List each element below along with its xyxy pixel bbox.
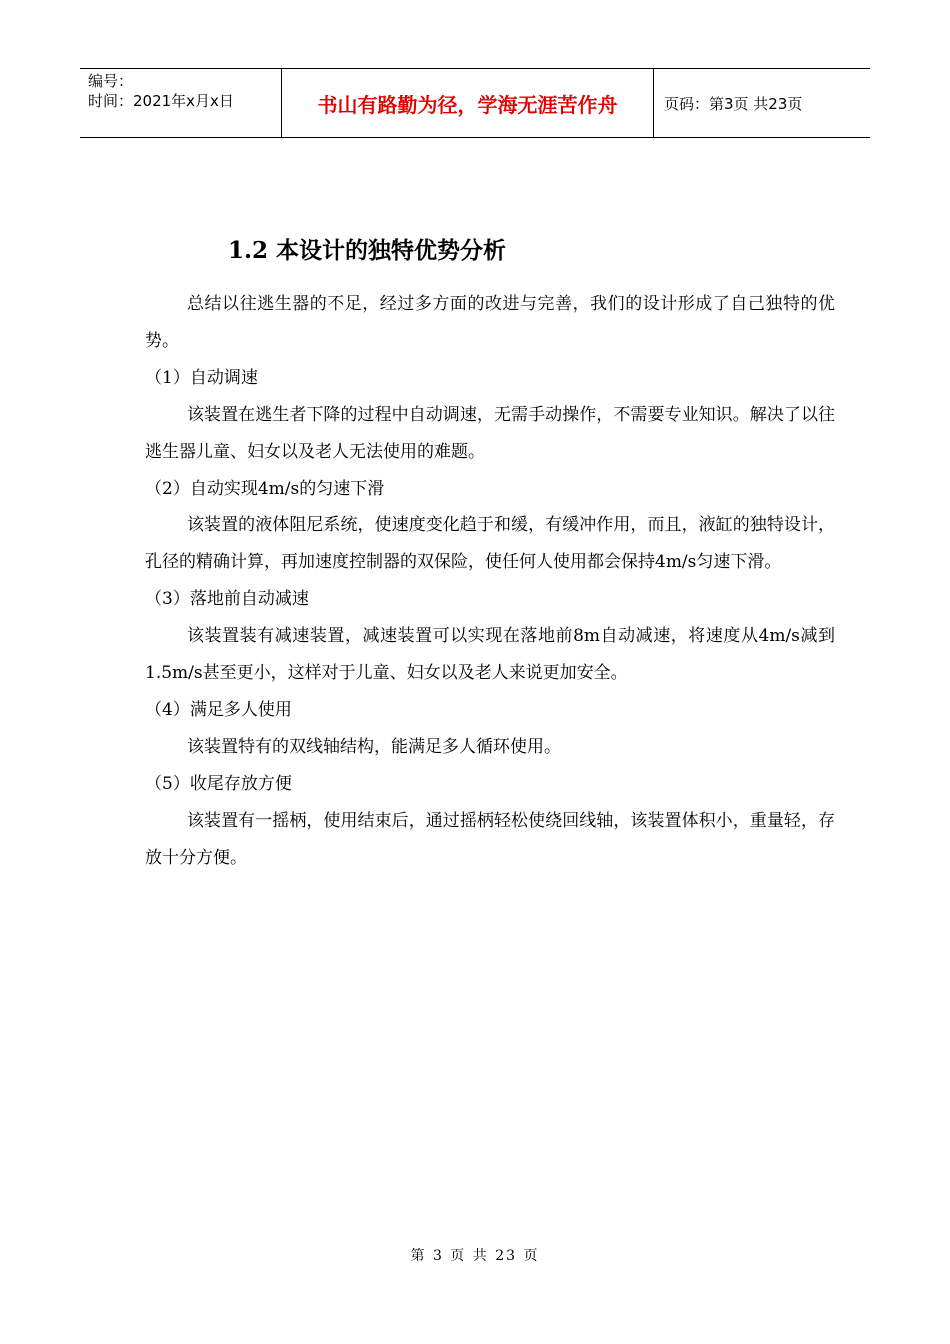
header-page-info: 页码：第3页 共23页 — [664, 94, 803, 113]
section-title: 1.2 本设计的独特优势分析 — [228, 237, 507, 264]
paragraph-item-5: 该装置有一摇柄，使用结束后，通过摇柄轻松使绕回线轴，该装置体积小，重量轻，存放十分方便。 — [145, 810, 835, 868]
document-number-label: 编号： — [88, 72, 134, 90]
item-heading-2: （2）自动实现4m/s的匀速下滑 — [145, 478, 385, 499]
item-heading-4: （4）满足多人使用 — [145, 699, 292, 720]
paragraph-item-2: 该装置的液体阻尼系统，使速度变化趋于和缓，有缓冲作用，而且，液缸的独特设计，孔径的精确计算，再加速度控制器的双保险，使任何人使用都会保持4m/s匀速下滑。 — [145, 515, 835, 573]
paragraph-item-3: 该装置装有减速装置，减速装置可以实现在落地前8m自动减速，将速度从4m/s减到1.5m/s甚至更小，这样对于儿童、妇女以及老人来说更加安全。 — [145, 626, 835, 684]
item-heading-5: （5）收尾存放方便 — [145, 773, 292, 794]
page-footer: 第 3 页 共 23 页 — [410, 1248, 540, 1264]
header-motto: 书山有路勤为径，学海无涯苦作舟 — [281, 69, 654, 137]
item-heading-3: （3）落地前自动减速 — [145, 589, 309, 610]
document-body — [145, 286, 835, 877]
paragraph-item-1: 该装置在逃生者下降的过程中自动调速，无需手动操作，不需要专业知识。解决了以往逃生器儿童、妇女以及老人无法使用的难题。 — [145, 404, 835, 462]
paragraph-item-4: 该装置特有的双线轴结构，能满足多人循环使用。 — [187, 736, 561, 757]
item-heading-1: （1）自动调速 — [145, 367, 258, 388]
header-meta-cell — [80, 69, 281, 137]
document-header — [80, 68, 870, 138]
document-date-label: 时间：2021年x月x日 — [88, 92, 234, 110]
paragraph-intro: 总结以往逃生器的不足，经过多方面的改进与完善，我们的设计形成了自己独特的优势。 — [145, 294, 835, 351]
